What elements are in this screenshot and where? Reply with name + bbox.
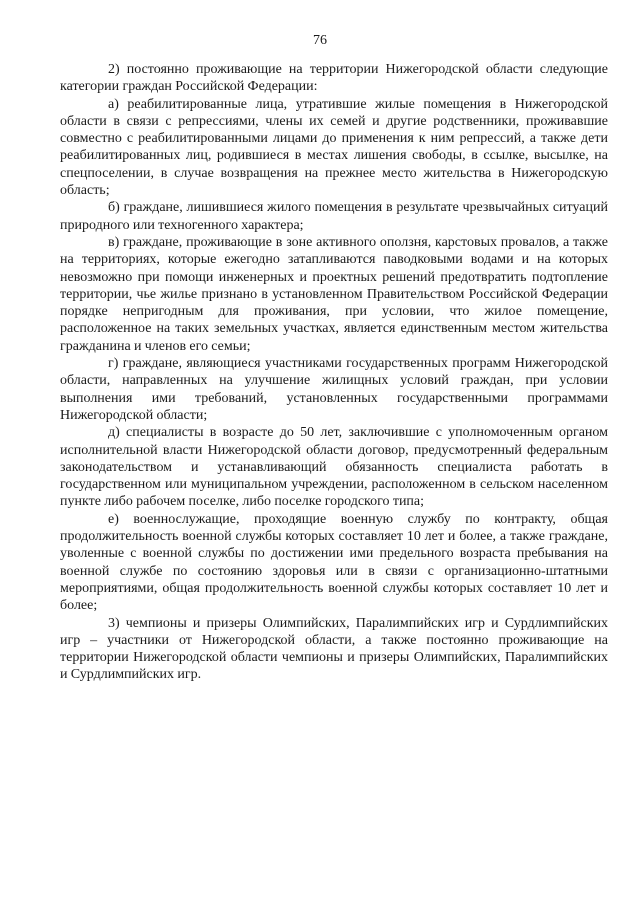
paragraph-subitem-a: а) реабилитированные лица, утратившие жилые помещения в Нижегородской области в связи с репрессиями, члены их семей и другие родственники, проживавшие совместно с реабилитированными лицами до применения к ним репрессий, а также дети реабилитированных лиц, родившиеся в местах лишения свободы, в ссылке, высылке, на спецпоселении, в случае возвращения на прежнее место жительства в Нижегородскую область; (60, 96, 608, 199)
document-body (60, 61, 608, 684)
paragraph-subitem-e: е) военнослужащие, проходящие военную службу по контракту, общая продолжительность военной службы которых составляет 10 лет и более, а также граждане, уволенные с военной службы по достижении ими предельного возраста пребывания на военной службе по состоянию здоровья или в связи с организационно-штатными мероприятиями, общая продолжительность военной службы которых составляет 10 лет и более; (60, 511, 608, 614)
paragraph-subitem-d: д) специалисты в возрасте до 50 лет, заключившие с уполномоченным органом исполнительной власти Нижегородской области договор, предусмотренный федеральным законодательством и устанавливающий обязанность специалиста работать в государственном или муниципальном учреждении, расположенном в сельском населенном пункте либо рабочем поселке, либо поселке городского типа; (60, 425, 608, 510)
paragraph-item-2: 2) постоянно проживающие на территории Нижегородской области следующие категории граждан Российской Федерации: (60, 62, 608, 95)
page-number: 76 (313, 33, 327, 48)
paragraph-subitem-v: в) граждане, проживающие в зоне активного оползня, карстовых провалов, а также на территориях, которые ежегодно затапливаются паводковыми водами и на которых невозможно при помощи инженерных и проектных решений предотвратить подтопление территории, чье жилье признано в установленном Правительством Российской Федерации порядке непригодным для проживания, при условии, что жилое помещение, расположенное на таких земельных участках, является единственным местом жительства гражданина и членов его семьи; (60, 234, 608, 354)
paragraph-subitem-b: б) граждане, лишившиеся жилого помещения в результате чрезвычайных ситуаций природного или техногенного характера; (60, 200, 608, 233)
paragraph-item-3: 3) чемпионы и призеры Олимпийских, Паралимпийских игр и Сурдлимпийских игр – участники от Нижегородской области, а также постоянно проживающие на территории Нижегородской области чемпионы и призеры Олимпийских, Паралимпийских и Сурдлимпийских игр. (60, 615, 608, 683)
paragraph-subitem-g: г) граждане, являющиеся участниками государственных программ Нижегородской области, направленных на улучшение жилищных условий граждан, при условии выполнения ими требований, установленных государственными программами Нижегородской области; (60, 356, 608, 423)
